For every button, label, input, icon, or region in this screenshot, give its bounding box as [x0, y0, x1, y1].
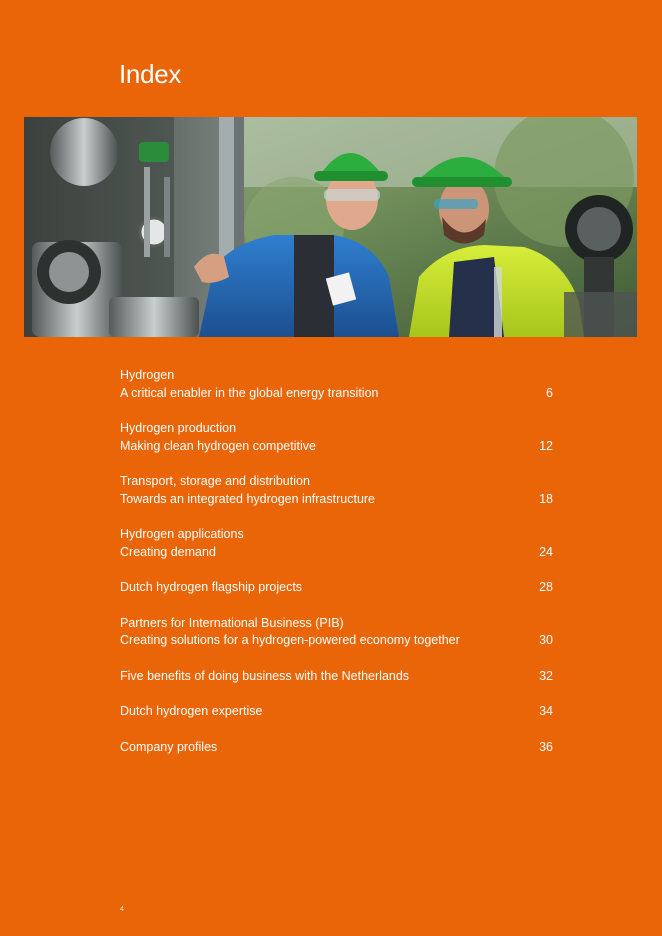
toc-page-number: 30	[539, 633, 553, 647]
toc-page-number: 28	[539, 580, 553, 594]
page-title: Index	[119, 59, 182, 89]
toc-subtitle: Creating solutions for a hydrogen-powered economy together	[120, 633, 460, 647]
toc-heading: Hydrogen	[120, 368, 175, 382]
toc-page-number: 34	[539, 704, 553, 718]
toc-heading: Transport, storage and distribution	[120, 474, 310, 488]
toc-page-number: 36	[539, 739, 553, 754]
toc-page-number: 24	[539, 544, 553, 559]
toc-subtitle: Making clean hydrogen competitive	[120, 438, 316, 453]
toc-entry-hydrogen-applications[interactable]	[120, 526, 553, 561]
toc-heading: Hydrogen production	[120, 421, 237, 435]
toc-subtitle: A critical enabler in the global energy transition	[120, 385, 379, 400]
table-of-contents	[120, 367, 553, 756]
toc-heading: Dutch hydrogen flagship projects	[120, 580, 303, 594]
toc-entry-company-profiles[interactable]	[120, 739, 553, 757]
toc-subtitle: Towards an integrated hydrogen infrastructure	[120, 491, 376, 506]
toc-entry-hydrogen-production[interactable]	[120, 420, 553, 455]
toc-heading: Partners for International Business (PIB)	[120, 615, 344, 630]
toc-heading: Company profiles	[120, 739, 218, 754]
toc-entry-dutch-expertise[interactable]	[120, 703, 553, 721]
page-number-footer: 4	[120, 906, 124, 913]
toc-subtitle: Creating demand	[120, 544, 216, 559]
toc-page-number: 32	[539, 668, 553, 683]
toc-entry-flagship-projects[interactable]	[120, 579, 553, 597]
toc-heading: Hydrogen applications	[120, 527, 244, 541]
toc-entry-pib[interactable]	[120, 615, 553, 650]
toc-page-number: 12	[539, 438, 553, 453]
toc-page-number: 18	[539, 491, 553, 506]
hero-photo-illustration	[24, 117, 637, 337]
toc-entry-transport-storage[interactable]	[120, 473, 553, 508]
toc-heading: Dutch hydrogen expertise	[120, 704, 263, 718]
toc-entry-five-benefits[interactable]	[120, 668, 553, 686]
toc-heading: Five benefits of doing business with the Netherlands	[120, 668, 410, 683]
hero-photo	[24, 117, 637, 337]
toc-entry-hydrogen[interactable]	[120, 367, 553, 402]
toc-page-number: 6	[546, 385, 553, 400]
